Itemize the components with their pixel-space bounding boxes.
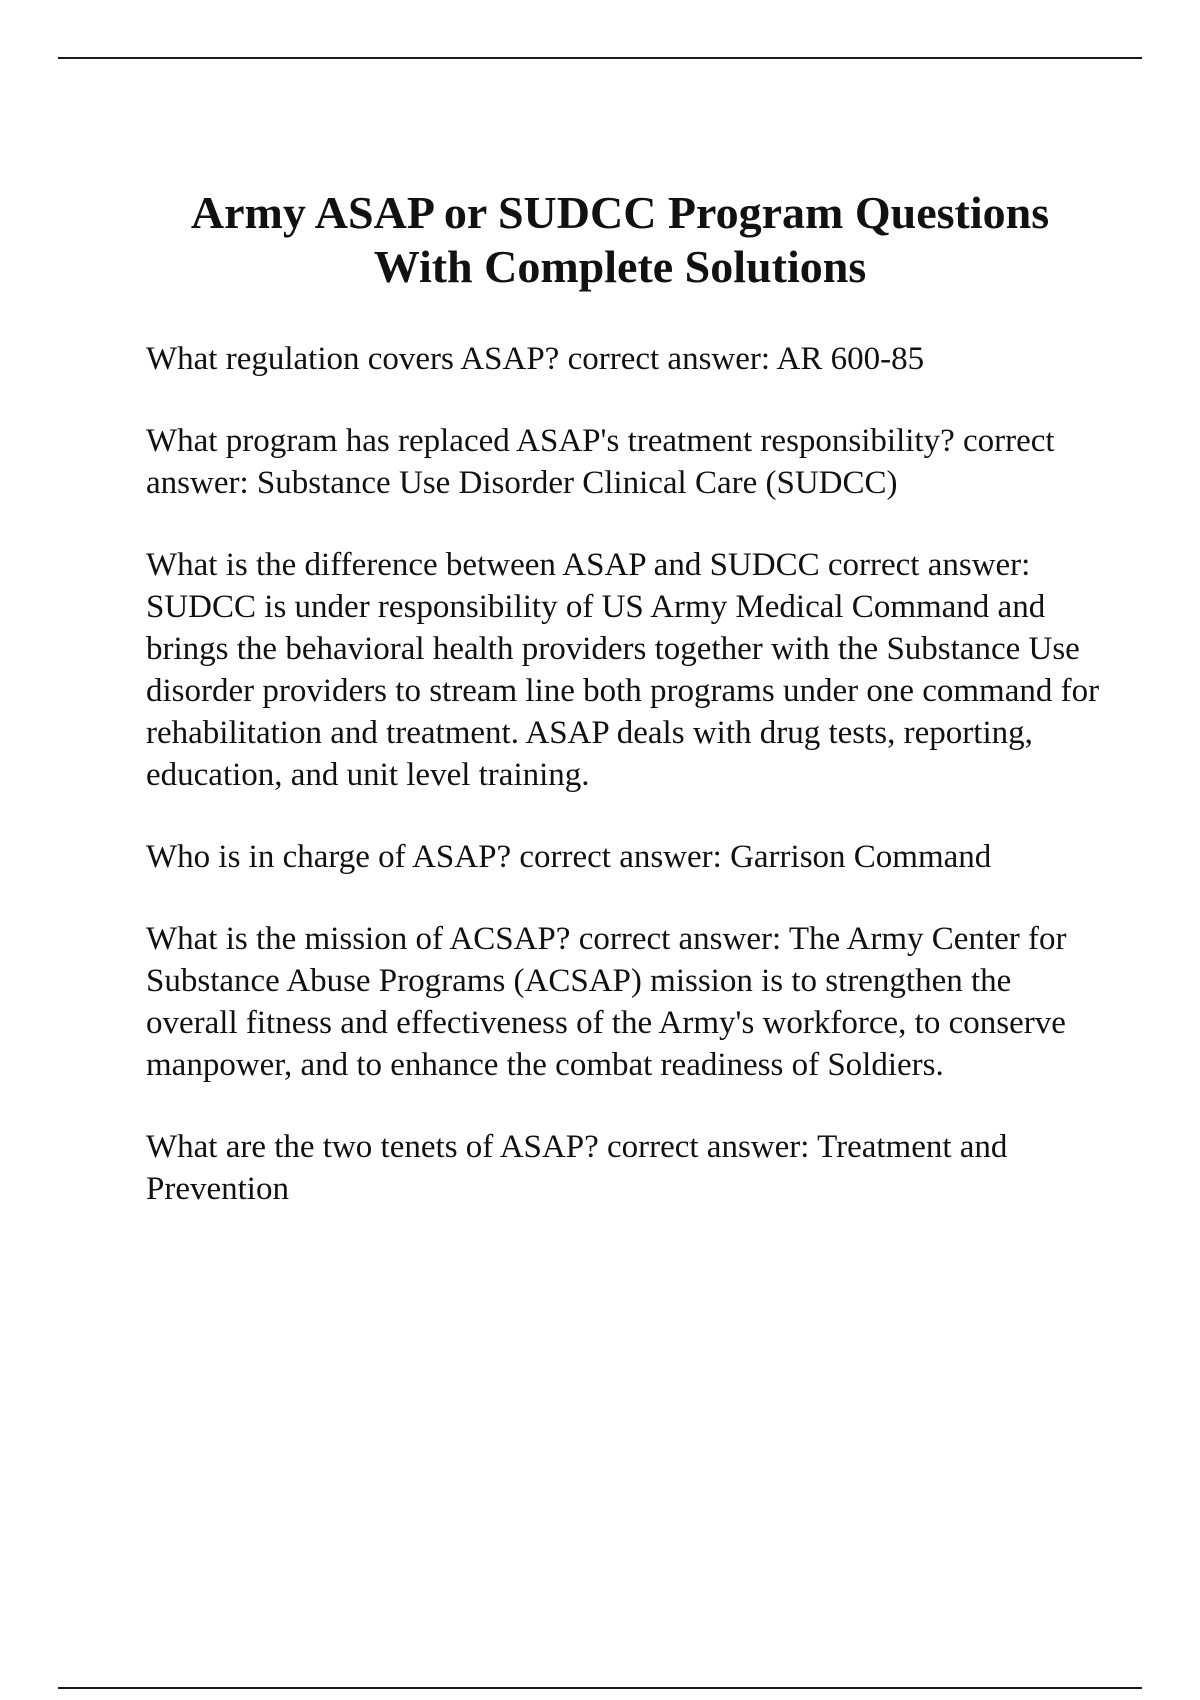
answer: SUDCC is under responsibility of US Army Medical Command and brings the behavioral health providers together with the Substance Use disorder providers to stream line both programs under one command for rehabilitation and treatment. ASAP deals with drug tests, reporting, education, and unit level training. [146,589,1100,793]
answer: Garrison Command [730,839,992,875]
title-line-1: Army ASAP or SUDCC Program Questions [190,187,1050,238]
qa-item-tenets [146,1126,1106,1210]
document-title [100,186,1140,294]
answer: The Army Center for Substance Abuse Programs (ACSAP) mission is to strengthen the overall fitness and effectiveness of the Army's workforce, to conserve manpower, and to enhance the combat readiness of Soldiers. [146,921,1067,1083]
answer: Treatment and Prevention [146,1129,1008,1207]
qa-item-difference [146,544,1106,796]
answer-marker: correct answer: [606,1129,810,1165]
answer-marker: correct answer: [578,921,782,957]
answer: AR 600-85 [776,341,925,377]
answer-marker: correct answer: [519,839,722,875]
bottom-rule [58,1687,1142,1689]
question: Who is in charge of ASAP? [146,839,512,875]
answer-marker: correct answer: [827,547,1031,583]
qa-item-regulation [146,338,1106,380]
question: What is the difference between ASAP and SUDCC [146,547,820,583]
qa-item-in-charge [146,836,1106,878]
question: What regulation covers ASAP? [146,341,560,377]
qa-item-acsap-mission [146,918,1106,1086]
question: What are the two tenets of ASAP? [146,1129,599,1165]
qa-list [146,338,1106,1250]
answer: Substance Use Disorder Clinical Care (SUDCC) [256,465,898,501]
question: What program has replaced ASAP's treatment responsibility? [146,423,955,459]
top-rule [58,57,1142,59]
title-line-2: With Complete Solutions [373,241,867,292]
qa-item-replacement-program [146,420,1106,504]
question: What is the mission of ACSAP? [146,921,571,957]
answer-marker: correct answer: [567,341,771,377]
answer-marker: correct answer: [146,423,1055,501]
